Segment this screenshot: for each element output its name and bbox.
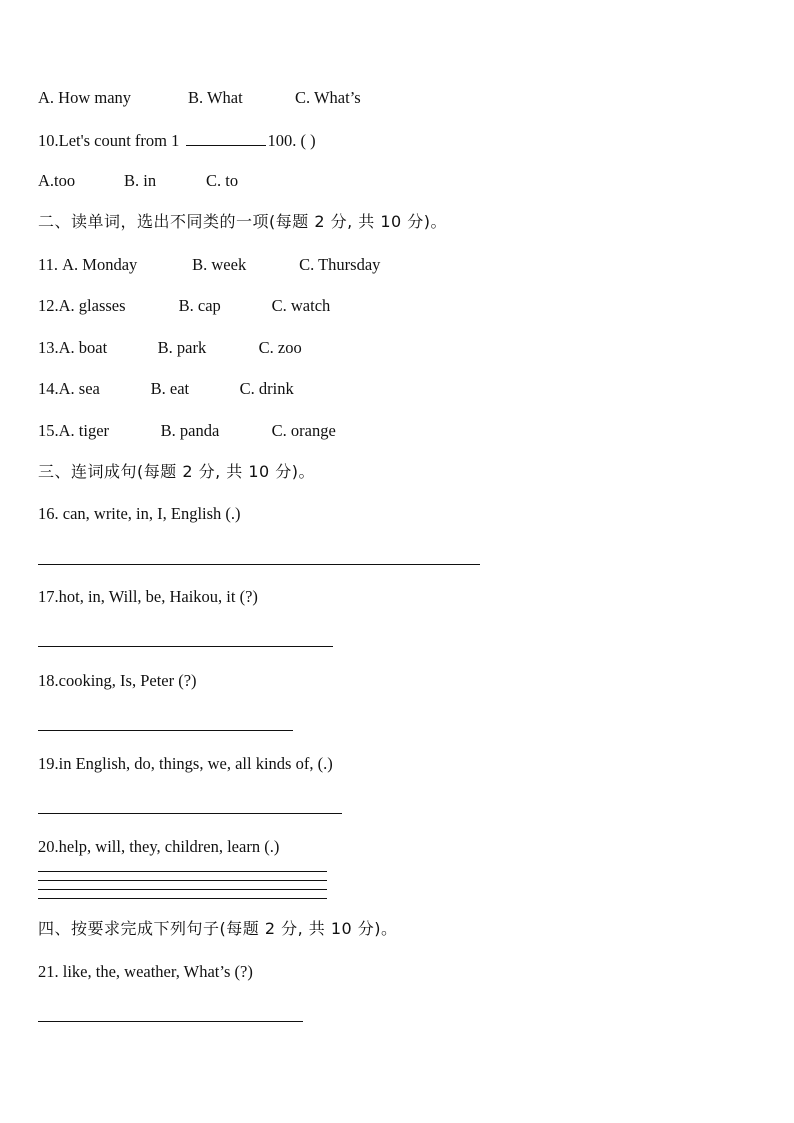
q10-text-prefix: 10.Let's count from 1 (38, 131, 184, 150)
section-3-heading: 三、连词成句(每题 2 分, 共 10 分)。 (38, 462, 316, 481)
q19-prompt: 19.in English, do, things, we, all kinds of, (.) (38, 754, 333, 773)
q16-prompt: 16. can, write, in, I, English (.) (38, 504, 241, 523)
q12 (38, 296, 330, 316)
q15 (38, 421, 336, 441)
q12-option-c: C. watch (271, 296, 331, 315)
q14 (38, 379, 294, 399)
q10-blank[interactable] (186, 130, 266, 146)
q19-answer-line[interactable] (38, 813, 342, 814)
q12-option-b: B. cap (178, 296, 221, 315)
q10-options (38, 171, 238, 191)
q13 (38, 338, 302, 358)
q10-option-a: A.too (38, 171, 76, 190)
q15-option-c: C. orange (271, 421, 336, 440)
q13-option-a: A. boat (58, 338, 108, 357)
q13-number: 13. (38, 338, 59, 357)
q11-option-a: A. Monday (62, 255, 138, 274)
q14-number: 14. (38, 379, 59, 398)
q17-answer-line[interactable] (38, 646, 333, 647)
q17-prompt: 17.hot, in, Will, be, Haikou, it (?) (38, 587, 258, 606)
q20-prompt: 20.help, will, they, children, learn (.) (38, 837, 280, 856)
q16-answer-line[interactable] (38, 564, 480, 565)
q11 (38, 255, 380, 275)
q13-option-c: C. zoo (258, 338, 302, 357)
q11-number: 11. (38, 255, 63, 274)
q21-prompt: 21. like, the, weather, What’s (?) (38, 962, 253, 981)
q18-prompt: 18.cooking, Is, Peter (?) (38, 671, 197, 690)
q20-answer-line-2[interactable] (38, 880, 327, 881)
q20-answer-line-3[interactable] (38, 889, 327, 890)
q10-option-c: C. to (206, 171, 239, 190)
q20-answer-line-4[interactable] (38, 898, 327, 899)
q12-number: 12. (38, 296, 59, 315)
q20-answer-line-1[interactable] (38, 871, 327, 872)
q21-answer-line[interactable] (38, 1021, 303, 1022)
q14-option-b: B. eat (150, 379, 190, 398)
q9-option-a: A. How many (38, 88, 132, 107)
q11-option-c: C. Thursday (299, 255, 381, 274)
q13-option-b: B. park (157, 338, 207, 357)
q10-text-suffix: 100. ( ) (267, 131, 316, 150)
q15-option-b: B. panda (160, 421, 220, 440)
q9-option-c: C. What’s (295, 88, 361, 107)
q11-option-b: B. week (192, 255, 247, 274)
q10-question (38, 130, 316, 150)
section-2-heading: 二、读单词，选出不同类的一项(每题 2 分, 共 10 分)。 (38, 212, 448, 231)
q10-option-b: B. in (124, 171, 157, 190)
q12-option-a: A. glasses (58, 296, 126, 315)
q9-options (38, 88, 361, 108)
section-4-heading: 四、按要求完成下列句子(每题 2 分, 共 10 分)。 (38, 919, 398, 938)
q9-option-b: B. What (188, 88, 243, 107)
q18-answer-line[interactable] (38, 730, 293, 731)
q14-option-c: C. drink (239, 379, 294, 398)
q15-option-a: A. tiger (58, 421, 110, 440)
q14-option-a: A. sea (58, 379, 100, 398)
q15-number: 15. (38, 421, 59, 440)
